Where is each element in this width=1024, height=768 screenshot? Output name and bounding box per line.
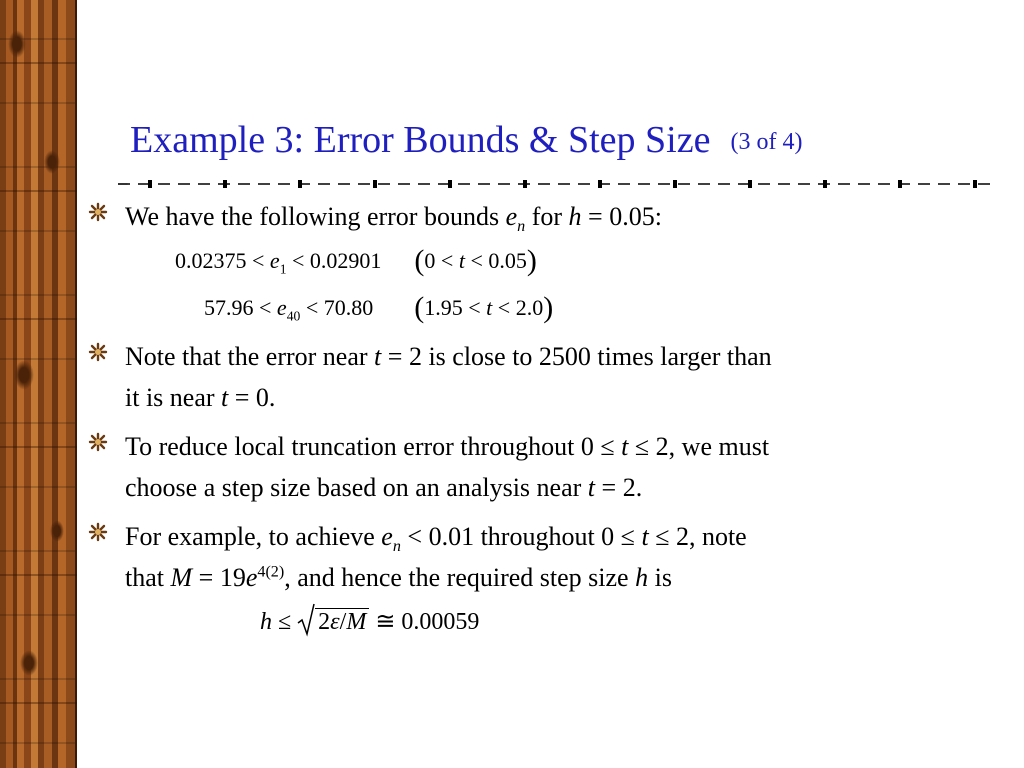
var-t: t [374,342,382,371]
wood-seam [0,574,77,576]
eq-var: h [260,609,272,635]
text-run: = 2. [595,473,643,502]
wood-seam [0,446,77,448]
text-run: = 0.05: [581,202,662,231]
wood-grain-border [0,0,77,768]
bullet-item [88,196,1008,237]
eq-var: ε [330,609,340,635]
eq-text: < 0.02901 [292,248,382,273]
asterisk-flower-icon [88,522,108,542]
eq-text: 1.95 < [424,295,481,320]
eq-text: ≅ 0.00059 [375,609,480,635]
bullet-text [125,516,1008,598]
text-run: choose a step size based on an analysis near [125,473,588,502]
var-t: t [221,383,229,412]
var-e: e [245,563,258,592]
var-t: t [621,432,629,461]
eq-text: 57.96 < [204,295,272,320]
bullet-text [125,426,1008,508]
text-run: , and hence the required step size [284,563,636,592]
superscript: 4(2) [257,563,285,581]
wood-seam [0,190,77,192]
eq-var: M [346,609,367,635]
eq-text: < 70.80 [305,295,374,320]
wood-knot [20,650,38,676]
var-h: h [635,563,649,592]
eq-var: t [458,248,465,273]
eq-text: 0.02375 < [175,248,265,273]
var-M: M [170,563,193,592]
text-run: = 2 is close to 2500 times larger than [381,342,772,371]
eq-text: < 0.05 [470,248,527,273]
text-run: ≤ 2, note [648,522,747,551]
text-run: < 0.01 throughout 0 ≤ [400,522,642,551]
bullet-item [88,516,1008,598]
var-e: e [381,522,393,551]
sqrt-icon [297,603,315,637]
text-run: = 19 [192,563,246,592]
text-run: that [125,563,171,592]
slide-title-note: (3 of 4) [730,129,803,155]
step-size-equation [260,607,479,636]
eq-var: e [276,295,287,320]
wood-knot [14,360,34,390]
text-run: it is near [125,383,222,412]
title-divider [118,177,998,191]
wood-knot [44,150,60,174]
text-run: for [525,202,569,231]
asterisk-flower-icon [88,202,108,222]
eq-var: t [486,295,493,320]
text-run: For example, to achieve [125,522,382,551]
var-sub-n: n [517,218,526,236]
wood-seam [0,318,77,320]
eq-text: < 2.0 [497,295,544,320]
sqrt [297,609,369,636]
text-run: To reduce local truncation error throughout 0 ≤ [125,432,622,461]
asterisk-flower-icon [88,342,108,362]
text-run: = 0. [228,383,276,412]
var-e: e [505,202,518,231]
var-h: h [568,202,582,231]
wood-seam [0,702,77,704]
text-run: We have the following error bounds [125,202,506,231]
wood-seam [0,62,77,64]
eq-var: e [269,248,280,273]
bullet-text [125,196,1008,237]
text-run: is [648,563,672,592]
error-bound-equation-2: $57.96 < e_{40} < 70.80$ (1.95 < t < 2.0) [204,291,554,324]
error-bound-equation-1: $0.02375 < e_1 < 0.02901$ (0 < t < 0.05) [175,244,537,277]
text-run: Note that the error near [125,342,375,371]
bullet-item [88,426,1008,508]
eq-text: 0 < [424,248,454,273]
slide-title-text: Example 3: Error Bounds & Step Size [130,119,711,161]
bullet-text [125,336,1008,418]
var-t: t [587,473,596,502]
slide-title [130,118,802,162]
bullet-item [88,336,1008,418]
asterisk-flower-icon [88,432,108,452]
eq-text: / [339,609,347,635]
var-sub-n: n [392,538,401,556]
text-run: ≤ 2, we must [628,432,770,461]
wood-knot [50,520,64,542]
var-t: t [641,522,649,551]
wood-knot [8,30,26,58]
eq-sub: 1 [279,261,287,277]
eq-text: 2 [318,609,331,635]
eq-text: ≤ [278,609,292,635]
eq-sub: 40 [286,308,301,324]
